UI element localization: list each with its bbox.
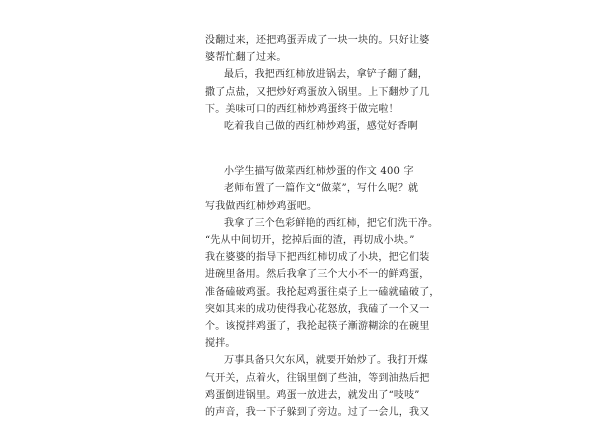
text-line: 撒了点盐，又把炒好鸡蛋放入锅里。上下翻炒了几 — [205, 86, 430, 98]
text-line: 万事具备只欠东风，就要开始炒了。我打开煤 — [224, 355, 428, 367]
text-line: “先从中间切开，挖掉后面的渣，再切成小块。” — [205, 235, 415, 247]
text-line: 我拿了三个色彩鲜艳的西红柿，把它们洗干净。 — [224, 217, 439, 229]
previous-essay-ending — [205, 32, 430, 135]
text-line: 婆帮忙翻了过来。 — [205, 52, 287, 64]
text-line: 下。美味可口的西红柿炒鸡蛋终于做完啦！ — [205, 103, 399, 115]
essay-title: 小学生描写做菜西红柿炒蛋的作文 400 字 — [224, 166, 414, 178]
text-line: 个。该搅拌鸡蛋了，我抡起筷子漸游糊涂的在碗里 — [205, 321, 430, 333]
text-line: 进碗里备用。然后我拿了三个大小不一的鲜鸡蛋， — [205, 269, 430, 281]
text-line: 没翻过来，还把鸡蛋弄成了一块一块的。只好让婆 — [205, 35, 430, 46]
text-line: 准备磕破鸡蛋。我抡起鸡蛋往桌子上一磕就磕破了， — [205, 286, 440, 298]
text-line: 气开关，点着火，往锅里倒了些油，等到油热后把 — [205, 372, 430, 384]
text-line: 最后，我把西红柿放进锅去，拿铲子翻了翻， — [224, 69, 428, 81]
text-line: 的声音，我一下子躲到了旁边。过了一会儿，我又 — [205, 407, 430, 419]
text-line: 鸡蛋倒进锅里。鸡蛋一放进去，就发出了“吱吱” — [205, 389, 420, 401]
essay-section — [205, 163, 440, 421]
section-gap — [205, 135, 405, 163]
text-line: 老师布置了一篇作文“做菜”，写什么呢？就 — [224, 183, 419, 195]
text-line: 写我做西红柿炒鸡蛋吧。 — [205, 200, 318, 212]
text-line: 搅拌。 — [205, 338, 236, 350]
text-line: 突如其来的成功使得我心花怒放，我磕了一个又一 — [205, 303, 430, 315]
text-column — [205, 32, 440, 421]
text-line: 吃着我自己做的西红柿炒鸡蛋，感觉好香啊 — [224, 121, 418, 133]
text-line: 我在婆婆的指导下把西红柿切成了小块，把它们装 — [205, 252, 430, 264]
